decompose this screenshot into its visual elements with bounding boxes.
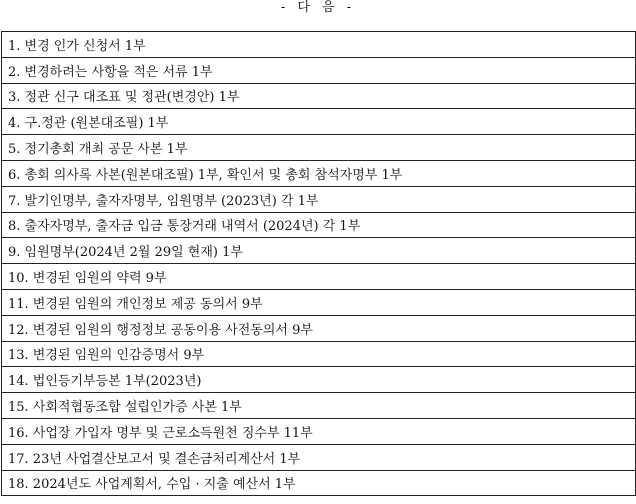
- list-item: 16. 사업장 가입자 명부 및 근로소득원천 징수부 11부: [2, 419, 635, 445]
- list-item: 6. 총회 의사록 사본(원본대조필) 1부, 확인서 및 총회 참석자명부 1부: [2, 161, 635, 187]
- list-item: 15. 사회적협동조합 설립인가증 사본 1부: [2, 393, 635, 419]
- list-item: 5. 정기총회 개최 공문 사본 1부: [2, 135, 635, 161]
- list-item: 18. 2024년도 사업계획서, 수입 · 지출 예산서 1부: [2, 471, 635, 497]
- list-item: 10. 변경된 임원의 약력 9부: [2, 264, 635, 290]
- list-item: 17. 23년 사업결산보고서 및 결손금처리계산서 1부: [2, 445, 635, 471]
- list-item: 1. 변경 인가 신청서 1부: [2, 32, 635, 58]
- list-item: 7. 발기인명부, 출자자명부, 임원명부 (2023년) 각 1부: [2, 187, 635, 213]
- attachment-list-table: [1, 31, 636, 496]
- section-heading: - 다 음 -: [280, 0, 356, 15]
- list-item: 14. 법인등기부등본 1부(2023년): [2, 367, 635, 393]
- list-item: 9. 임원명부(2024년 2월 29일 현재) 1부: [2, 238, 635, 264]
- list-item: 3. 정관 신구 대조표 및 정관(변경안) 1부: [2, 84, 635, 110]
- list-item: 13. 변경된 임원의 인감증명서 9부: [2, 342, 635, 368]
- list-item: 8. 출자자명부, 출자금 입금 통장거래 내역서 (2024년) 각 1부: [2, 213, 635, 239]
- list-item: 12. 변경된 임원의 행정정보 공동이용 사전동의서 9부: [2, 316, 635, 342]
- list-item: 11. 변경된 임원의 개인정보 제공 동의서 9부: [2, 290, 635, 316]
- list-item: 4. 구.정관 (원본대조필) 1부: [2, 109, 635, 135]
- list-item: 2. 변경하려는 사항을 적은 서류 1부: [2, 58, 635, 84]
